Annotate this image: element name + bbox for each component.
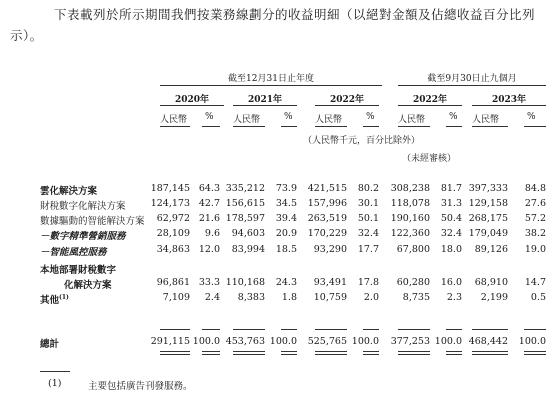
sub-rule	[160, 126, 190, 127]
group-rule	[398, 85, 546, 86]
row-label-text: －智能風控服務	[40, 247, 107, 258]
row-label	[40, 228, 126, 242]
rmb-header: 人民幣	[472, 115, 500, 125]
cell-value: 73.9	[275, 183, 297, 194]
cell-value: 34,863	[156, 244, 190, 255]
row-label	[40, 262, 116, 276]
cell-value: 129,158	[468, 198, 508, 209]
row-label	[40, 183, 97, 197]
cell-value: 2.4	[204, 292, 220, 303]
cell-value: 84.8	[524, 183, 546, 194]
cell-value: 24.3	[275, 277, 297, 288]
cell-value: 96,861	[156, 277, 190, 288]
total-value: 377,253	[390, 336, 430, 347]
pct-header: %	[284, 112, 293, 122]
cell-value: 57.2	[524, 213, 546, 224]
total-value: 525,765	[307, 336, 347, 347]
pct-header: %	[205, 112, 214, 122]
total-value: 100.0	[434, 336, 462, 347]
cell-value: 2,199	[480, 292, 508, 303]
cell-value: 2.3	[446, 292, 462, 303]
cell-value: 157,996	[307, 198, 347, 209]
sub-rule	[363, 126, 379, 127]
sub-rule	[398, 126, 430, 127]
cell-value: 32.4	[440, 228, 462, 239]
group-header-year-end: 截至12月31日止年度	[228, 74, 314, 84]
unaudited-note: （未經審核）	[402, 154, 457, 164]
cell-value: 67,800	[396, 244, 430, 255]
total-double-rule	[281, 351, 297, 355]
total-rule	[233, 329, 265, 330]
total-double-rule	[315, 351, 347, 355]
pct-header: %	[449, 112, 458, 122]
row-label-text: 財稅數字化解決方案	[40, 201, 126, 212]
cell-value: 80.2	[357, 183, 379, 194]
cell-value: 50.4	[440, 213, 462, 224]
row-label-text: 數據驅動的智能解決方案	[40, 216, 145, 227]
total-rule	[202, 329, 220, 330]
cell-value: 335,212	[225, 183, 265, 194]
cell-value: 263,519	[307, 213, 347, 224]
year-rule	[233, 105, 297, 106]
cell-value: 8,383	[237, 292, 265, 303]
cell-value: 18.0	[440, 244, 462, 255]
cell-value: 34.5	[275, 198, 297, 209]
total-double-rule	[446, 351, 462, 355]
cell-value: 179,049	[468, 228, 508, 239]
cell-value: 19.0	[524, 244, 546, 255]
sub-rule	[472, 126, 508, 127]
row-label	[64, 277, 112, 291]
total-rule	[398, 329, 430, 330]
group-header-nine-months: 截至9月30日止九個月	[427, 74, 517, 84]
sub-rule	[281, 126, 297, 127]
cell-value: 12.0	[198, 244, 220, 255]
footnote-rule	[40, 371, 70, 372]
row-label-text: 其他	[40, 295, 60, 306]
cell-value: 397,333	[468, 183, 508, 194]
year-header: 2022年	[329, 95, 365, 105]
rmb-header: 人民幣	[398, 115, 426, 125]
total-double-rule	[160, 351, 190, 355]
group-rule	[160, 85, 382, 86]
cell-value: 118,078	[390, 198, 430, 209]
total-double-rule	[398, 351, 430, 355]
cell-value: 124,173	[150, 198, 190, 209]
year-rule	[315, 105, 379, 106]
cell-value: 2.0	[363, 292, 379, 303]
sub-rule	[524, 126, 546, 127]
cell-value: 33.3	[198, 277, 220, 288]
cell-value: 42.7	[198, 198, 220, 209]
cell-value: 38.2	[524, 228, 546, 239]
row-label-text: 雲化解決方案	[40, 186, 98, 197]
sub-rule	[446, 126, 462, 127]
units-note: （人民幣千元，百分比除外）	[303, 136, 421, 146]
cell-value: 89,126	[474, 244, 508, 255]
total-double-rule	[363, 351, 379, 355]
cell-value: 93,491	[313, 277, 347, 288]
row-label	[40, 244, 107, 258]
rmb-header: 人民幣	[315, 115, 343, 125]
cell-value: 21.6	[198, 213, 220, 224]
cell-value: 39.4	[275, 213, 297, 224]
cell-value: 178,597	[225, 213, 265, 224]
footnote-ref: (1)	[59, 293, 69, 301]
total-double-rule	[202, 351, 220, 355]
cell-value: 156,615	[225, 198, 265, 209]
sub-rule	[233, 126, 265, 127]
cell-value: 8,735	[402, 292, 430, 303]
total-label: 總計	[40, 339, 60, 350]
cell-value: 1.8	[281, 292, 297, 303]
year-header: 2020年	[174, 95, 210, 105]
cell-value: 27.6	[524, 198, 546, 209]
total-value: 100.0	[351, 336, 379, 347]
total-rule	[160, 329, 190, 330]
cell-value: 31.3	[440, 198, 462, 209]
footnote-marker: (1)	[48, 378, 62, 389]
cell-value: 17.7	[357, 244, 379, 255]
cell-value: 68,910	[474, 277, 508, 288]
total-rule	[472, 329, 508, 330]
total-value: 100.0	[192, 336, 220, 347]
pct-header: %	[527, 112, 536, 122]
total-rule	[363, 329, 379, 330]
cell-value: 60,280	[396, 277, 430, 288]
cell-value: 308,238	[390, 183, 430, 194]
total-rule	[446, 329, 462, 330]
total-value: 291,115	[150, 336, 190, 347]
cell-value: 93,290	[313, 244, 347, 255]
cell-value: 94,603	[231, 228, 265, 239]
total-rule	[281, 329, 297, 330]
pct-header: %	[366, 112, 375, 122]
total-value: 468,442	[468, 336, 508, 347]
row-label	[40, 292, 69, 306]
row-label	[40, 198, 126, 212]
cell-value: 268,175	[468, 213, 508, 224]
cell-value: 28,109	[156, 228, 190, 239]
cell-value: 16.0	[440, 277, 462, 288]
cell-value: 32.4	[357, 228, 379, 239]
cell-value: 421,515	[307, 183, 347, 194]
cell-value: 170,229	[307, 228, 347, 239]
row-label-text: －數字精準營銷服務	[40, 231, 126, 242]
year-rule	[398, 105, 462, 106]
year-header: 2023年	[491, 95, 527, 105]
total-rule	[524, 329, 546, 330]
sub-rule	[202, 126, 220, 127]
cell-value: 30.1	[357, 198, 379, 209]
rmb-header: 人民幣	[160, 115, 188, 125]
total-double-rule	[524, 351, 546, 355]
cell-value: 9.6	[204, 228, 220, 239]
total-value: 100.0	[269, 336, 297, 347]
cell-value: 190,160	[390, 213, 430, 224]
cell-value: 187,145	[150, 183, 190, 194]
cell-value: 62,972	[156, 213, 190, 224]
cell-value: 110,168	[225, 277, 265, 288]
cell-value: 83,994	[231, 244, 265, 255]
year-header: 2022年	[412, 95, 448, 105]
row-label	[40, 213, 145, 227]
year-rule	[160, 105, 224, 106]
cell-value: 20.9	[275, 228, 297, 239]
total-double-rule	[472, 351, 508, 355]
total-value: 100.0	[518, 336, 546, 347]
row-label-text: 本地部署財稅數字	[40, 265, 117, 276]
footnote-text: 主要包括廣告刊發服務。	[88, 381, 193, 392]
cell-value: 14.7	[524, 277, 546, 288]
cell-value: 7,109	[162, 292, 190, 303]
cell-value: 10,759	[313, 292, 347, 303]
cell-value: 0.5	[530, 292, 546, 303]
total-value: 453,763	[225, 336, 265, 347]
total-rule	[315, 329, 347, 330]
cell-value: 81.7	[440, 183, 462, 194]
cell-value: 122,360	[390, 228, 430, 239]
cell-value: 50.1	[357, 213, 379, 224]
cell-value: 18.5	[275, 244, 297, 255]
cell-value: 64.3	[198, 183, 220, 194]
total-double-rule	[233, 351, 265, 355]
rmb-header: 人民幣	[233, 115, 261, 125]
intro-paragraph: 下表載列於所示期間我們按業務線劃分的收益明細（以絕對金額及佔總收益百分比列示）。	[10, 7, 536, 43]
cell-value: 17.8	[357, 277, 379, 288]
year-header: 2021年	[247, 95, 283, 105]
sub-rule	[315, 126, 347, 127]
row-label-text: 化解決方案	[64, 280, 112, 291]
year-rule	[472, 105, 546, 106]
